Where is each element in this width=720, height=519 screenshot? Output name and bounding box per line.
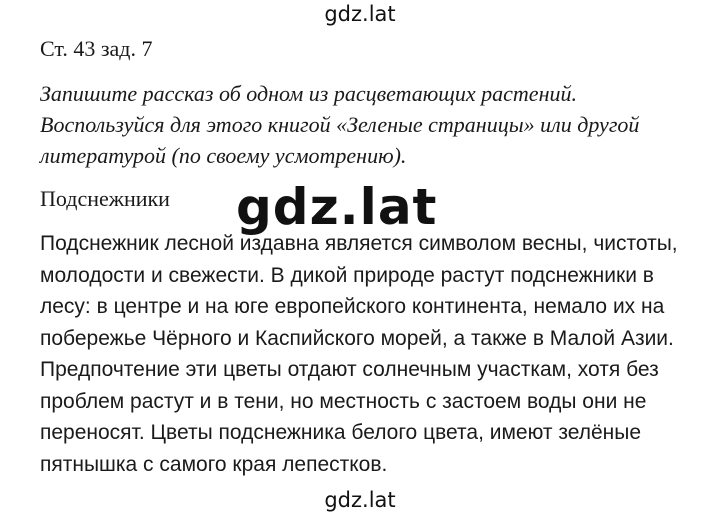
story-title: Подснежники (40, 186, 170, 211)
story-line: Подснежник лесной издавна является символом весны, чистоты, (40, 232, 678, 255)
story-line: проблем растут и в тени, но местность с застоем воды они не (40, 389, 647, 413)
task-line: Воспользуйся для этого книгой «Зеленые страницы» или другой (40, 112, 640, 137)
story-line: лесу: в центре и на юге европейского континента, немало их на (40, 295, 665, 318)
story-line: пятнышка с самого края лепестков. (40, 452, 388, 476)
task-line: Запишите рассказ об одном из расцветающих растений. (40, 81, 577, 106)
story-line: Предпочтение эти цветы отдают солнечным участкам, хотя без (40, 358, 659, 381)
page-heading: Ст. 43 зад. 7 (40, 36, 153, 61)
watermark-middle: gdz.lat (236, 178, 438, 236)
story-line: молодости и свежести. В дикой природе растут подснежники в (40, 263, 654, 287)
watermark-bottom: gdz.lat (324, 488, 396, 512)
watermark-top: gdz.lat (324, 2, 396, 26)
story-text (40, 228, 720, 480)
story-line: переносят. Цветы подснежника белого цвета, имеют зелёные (40, 421, 642, 444)
task-line: литературой (по своему усмотрению). (40, 143, 407, 168)
task-text (40, 78, 710, 171)
story-line: побережье Чёрного и Каспийского морей, а также в Малой Азии. (40, 326, 674, 350)
